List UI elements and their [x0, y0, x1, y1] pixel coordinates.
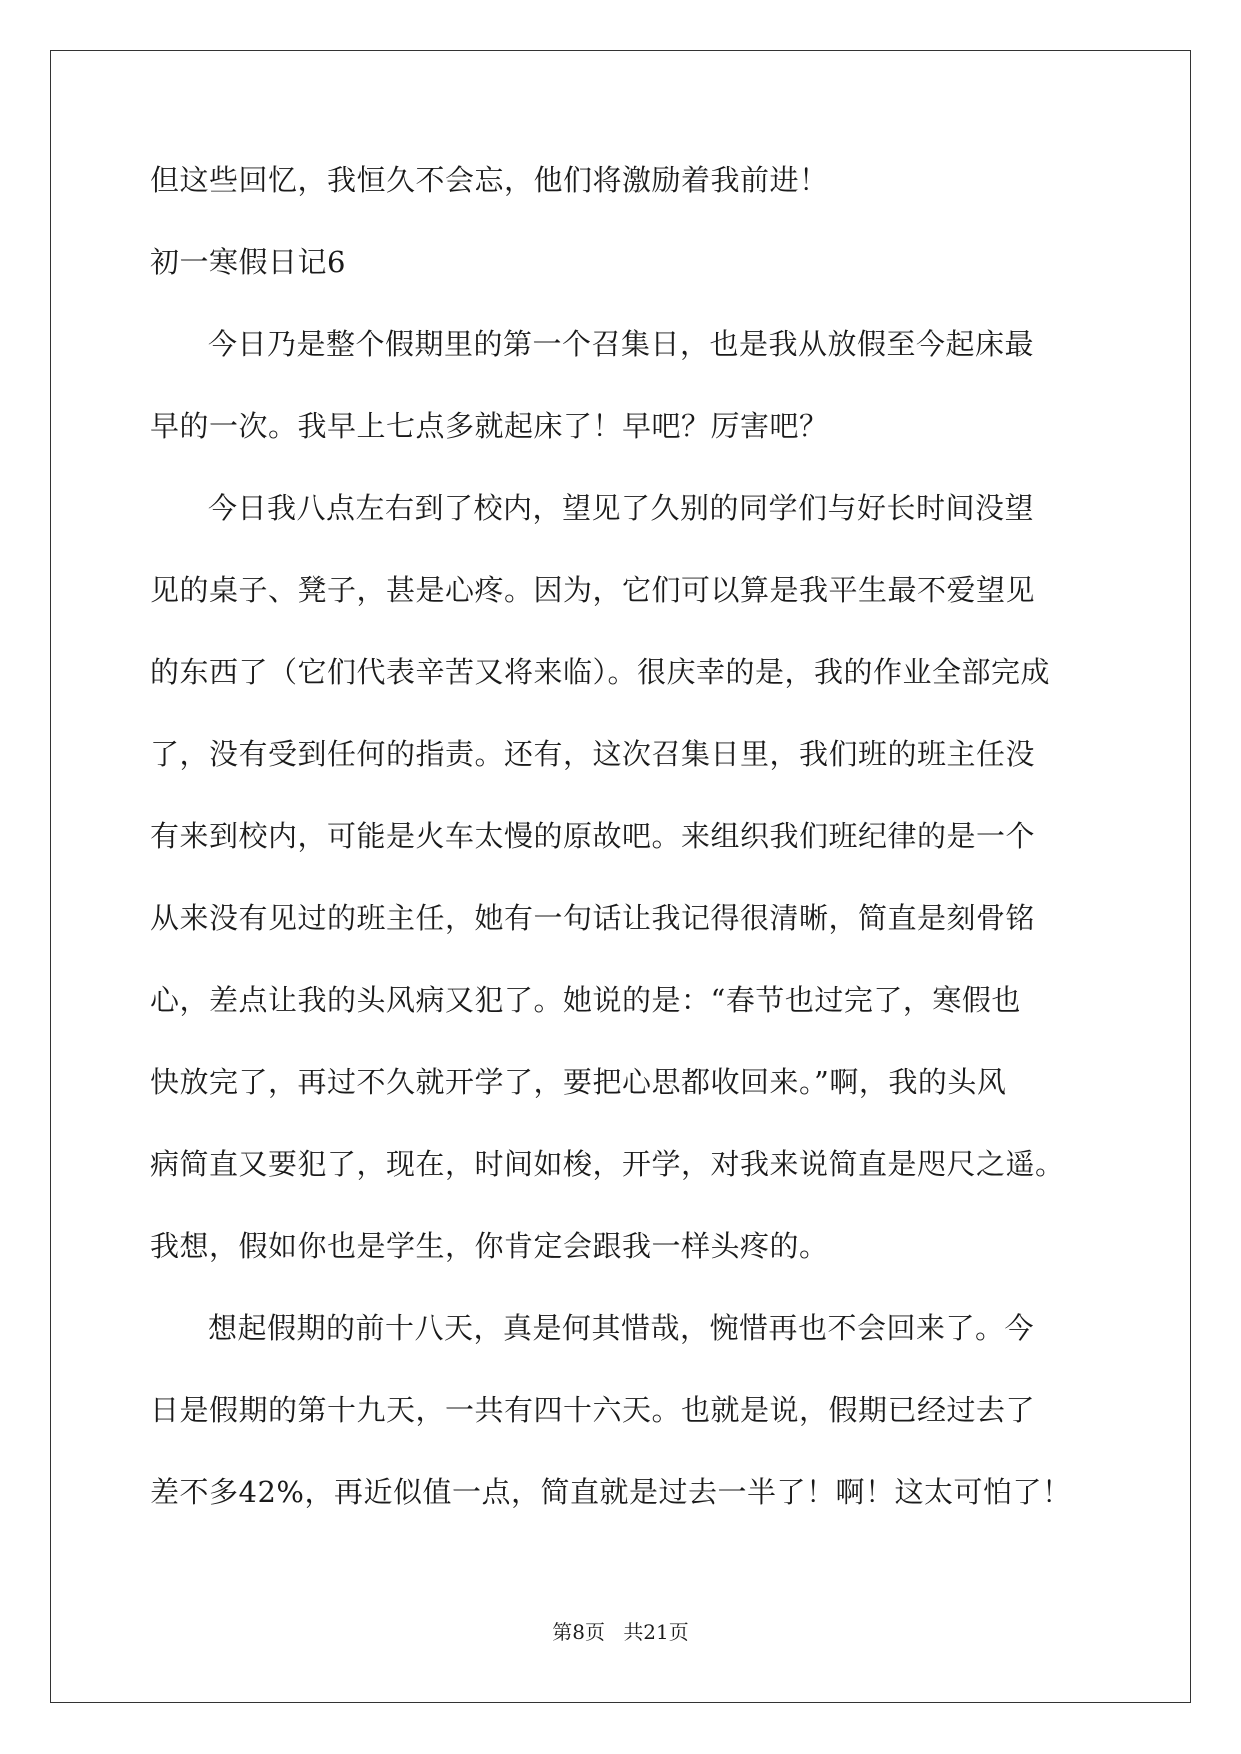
text-line: 早的一次。我早上七点多就起床了！早吧？厉害吧？: [150, 409, 829, 443]
text-line: 心，差点让我的头风病又犯了。她说的是：“春节也过完了，寒假也: [150, 983, 1021, 1017]
page-total: 共21页: [623, 1620, 689, 1644]
text-line: 但这些回忆，我恒久不会忘，他们将激励着我前进！: [150, 163, 829, 197]
text-line: 从来没有见过的班主任，她有一句话让我记得很清晰，简直是刻骨铭: [150, 901, 1036, 935]
page-footer: [0, 1620, 1241, 1644]
text-line: 见的桌子、凳子，甚是心疼。因为，它们可以算是我平生最不爱望见: [150, 573, 1036, 607]
text-line: 我想，假如你也是学生，你肯定会跟我一样头疼的。: [150, 1229, 829, 1263]
text-line: 差不多42%，再近似值一点，简直就是过去一半了！啊！这太可怕了！: [150, 1475, 1072, 1509]
section-heading: 初一寒假日记6: [150, 245, 346, 279]
text-line: 今日我八点左右到了校内，望见了久别的同学们与好长时间没望: [208, 491, 1035, 525]
page-number: 第8页: [552, 1620, 605, 1644]
text-line: 的东西了（它们代表辛苦又将来临）。很庆幸的是，我的作业全部完成: [150, 655, 1051, 689]
text-line: 想起假期的前十八天，真是何其惜哉，惋惜再也不会回来了。今: [208, 1311, 1035, 1345]
text-line: 有来到校内，可能是火车太慢的原故吧。来组织我们班纪律的是一个: [150, 819, 1036, 853]
text-line: 日是假期的第十九天，一共有四十六天。也就是说，假期已经过去了: [150, 1393, 1036, 1427]
text-line: 快放完了，再过不久就开学了，要把心思都收回来。”啊，我的头风: [150, 1065, 1007, 1099]
text-line: 病简直又要犯了，现在，时间如梭，开学，对我来说简直是咫尺之遥。: [150, 1147, 1065, 1181]
text-line: 了，没有受到任何的指责。还有，这次召集日里，我们班的班主任没: [150, 737, 1036, 771]
page-border: [50, 50, 1191, 1703]
text-line: 今日乃是整个假期里的第一个召集日，也是我从放假至今起床最: [208, 327, 1035, 361]
